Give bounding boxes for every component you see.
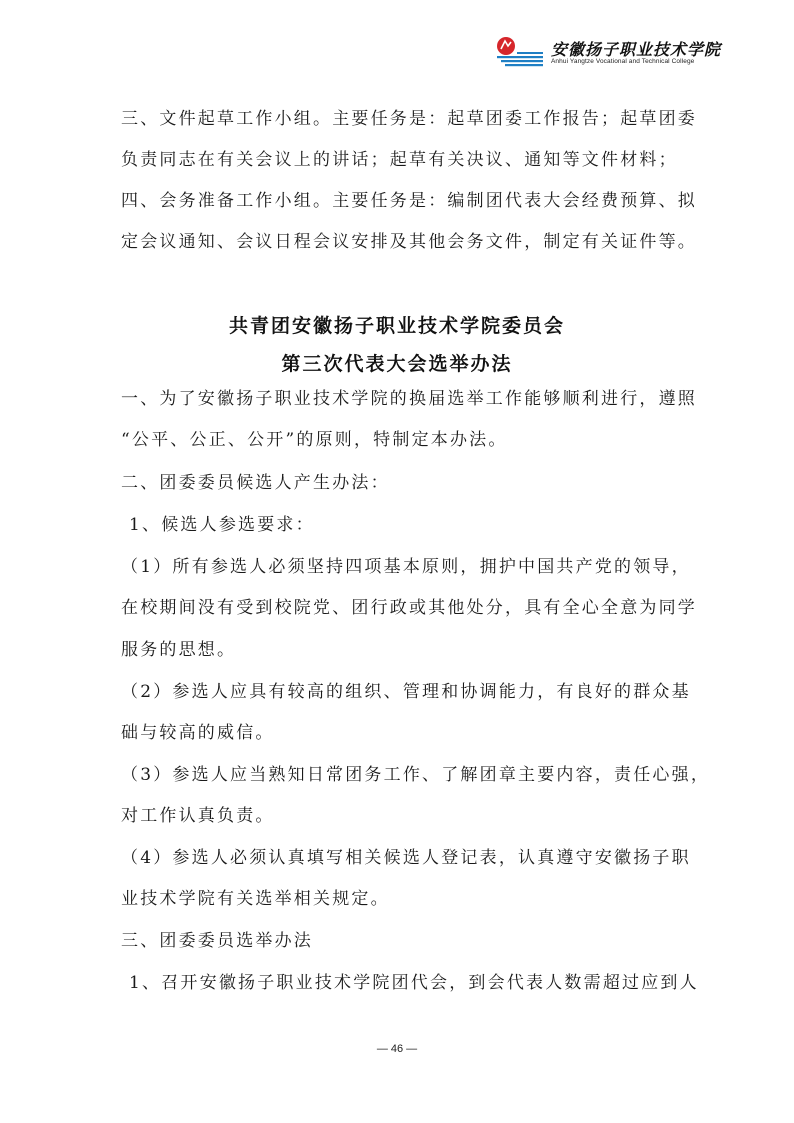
page-number: — 46 —: [376, 1043, 418, 1055]
body-line: 1、召开安徽扬子职业技术学院团代会，到会代表人数需超过应到人: [129, 973, 699, 993]
body-line: 二、团委委员候选人产生办法：: [121, 473, 390, 493]
body-line: （2）参选人应具有较高的组织、管理和协调能力，有良好的群众基: [121, 682, 691, 702]
section-title-line2: 第三次代表大会选举办法: [281, 353, 513, 375]
body-line: （3）参选人应当熟知日常团务工作、了解团章主要内容，责任心强，: [121, 765, 711, 785]
body-line: “公平、公正、公开”的原则，特制定本办法。: [121, 430, 508, 450]
section-title-line1: 共青团安徽扬子职业技术学院委员会: [228, 315, 565, 337]
body-line: 三、团委委员选举办法: [121, 931, 313, 951]
body-line: （1）所有参选人必须坚持四项基本原则，拥护中国共产党的领导，: [121, 557, 691, 577]
paragraph-line: 定会议通知、会议日程会议安排及其他会务文件，制定有关证件等。: [121, 232, 697, 252]
body-line: 对工作认真负责。: [121, 806, 275, 826]
paragraph-line: 三、文件起草工作小组。主要任务是：起草团委工作报告；起草团委: [121, 109, 697, 129]
body-line: 一、为了安徽扬子职业技术学院的换届选举工作能够顺利进行，遵照: [121, 389, 697, 409]
body-line: 业技术学院有关选举相关规定。: [121, 889, 390, 909]
body-line: 1、候选人参选要求：: [129, 515, 315, 535]
paragraph-line: 负责同志在有关会议上的讲话；起草有关决议、通知等文件材料；: [121, 150, 678, 170]
school-name-cn: 安徽扬子职业技术学院: [551, 40, 722, 59]
body-line: 础与较高的威信。: [121, 723, 275, 743]
paragraph-line: 四、会务准备工作小组。主要任务是：编制团代表大会经费预算、拟: [121, 191, 697, 211]
body-line: 服务的思想。: [121, 640, 237, 660]
body-line: 在校期间没有受到校院党、团行政或其他处分，具有全心全意为同学: [121, 598, 697, 618]
school-name-en: Anhui Yangtze Vocational and Technical College: [551, 58, 695, 65]
body-line: （4）参选人必须认真填写相关候选人登记表，认真遵守安徽扬子职: [121, 848, 691, 868]
